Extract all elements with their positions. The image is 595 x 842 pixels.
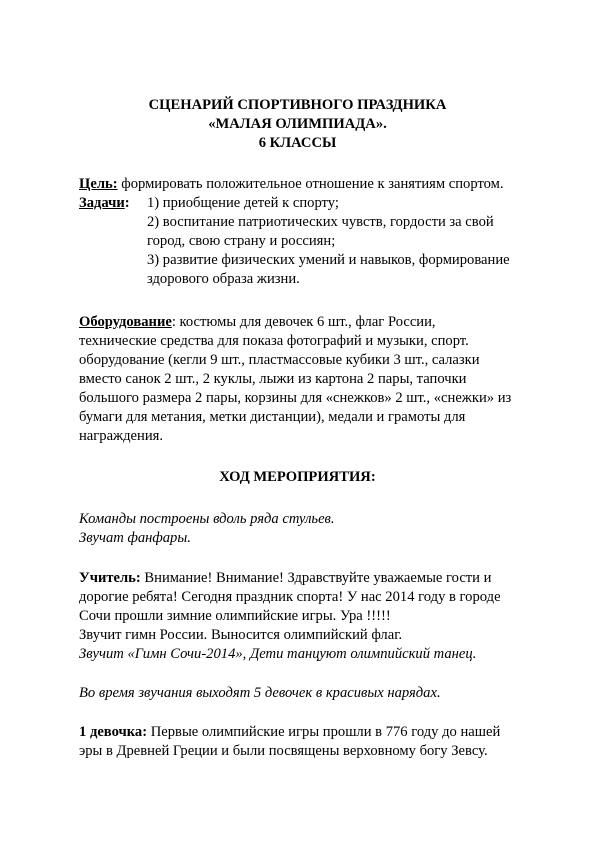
equipment-line-4: вместо санок 2 шт., 2 куклы, лыжи из картона 2 пары, тапочки: [79, 371, 467, 387]
teacher-label: Учитель:: [79, 570, 141, 586]
teacher-text-1: Внимание! Внимание! Здравствуйте уважаемые гости и: [140, 570, 492, 586]
teacher-line-4: Звучит гимн России. Выносится олимпийский флаг.: [79, 627, 403, 643]
task-item-2b: город, свою страну и россиян;: [147, 233, 336, 249]
goal-label: Цель:: [79, 176, 118, 192]
tasks-colon: :: [124, 195, 130, 211]
equipment-line-7: награждения.: [79, 428, 164, 444]
title-line-3: 6 КЛАССЫ: [258, 135, 337, 151]
girl1-line-2: эры в Древней Греции и были посвящены верховному богу Зевсу.: [79, 743, 488, 759]
teacher-line-3: Сочи прошли зимние олимпийские игры. Ура !!!!!: [79, 608, 391, 624]
tasks-label-wrap: [79, 194, 130, 213]
title-line-2: «МАЛАЯ ОЛИМПИАДА».: [208, 116, 387, 132]
equipment-line-3: оборудование (кегли 9 шт., пластмассовые кубики 3 шт., салазки: [79, 352, 480, 368]
stage-direction-2: Звучат фанфары.: [79, 530, 191, 546]
tasks-label: Задачи: [79, 195, 125, 211]
teacher-italic-line: Звучит «Гимн Сочи-2014», Дети танцуют олимпийский танец.: [79, 646, 477, 662]
task-item-3b: здорового образа жизни.: [147, 271, 300, 287]
section-heading: ХОД МЕРОПРИЯТИЯ:: [219, 469, 376, 485]
girl1-label: 1 девочка:: [79, 724, 148, 740]
teacher-line-2: дорогие ребята! Сегодня праздник спорта! У нас 2014 году в городе: [79, 589, 501, 605]
task-item-3a: 3) развитие физических умений и навыков, формирование: [147, 252, 510, 268]
equipment-line-5: большого размера 2 пары, корзины для «снежков» 2 шт., «снежки» из: [79, 390, 512, 406]
equipment-line-2: технические средства для показа фотографий и музыки, спорт.: [79, 333, 469, 349]
girl1-text-1: Первые олимпийские игры прошли в 776 году до нашей: [147, 724, 501, 740]
equipment-line-1: [79, 313, 436, 332]
goal-paragraph: [79, 175, 504, 194]
title-line-1: СЦЕНАРИЙ СПОРТИВНОГО ПРАЗДНИКА: [148, 97, 447, 113]
girl1-line-1: [79, 723, 500, 742]
equipment-text-1: : костюмы для девочек 6 шт., флаг России,: [171, 314, 436, 330]
equipment-label: Оборудование: [79, 314, 172, 330]
stage-direction-1: Команды построены вдоль ряда стульев.: [79, 511, 335, 527]
task-item-1: 1) приобщение детей к спорту;: [147, 195, 339, 211]
goal-text: формировать положительное отношение к занятиям спортом.: [117, 176, 504, 192]
teacher-line-1: [79, 569, 491, 588]
task-item-2a: 2) воспитание патриотических чувств, гордости за свой: [147, 214, 494, 230]
girls-entry-direction: Во время звучания выходят 5 девочек в красивых нарядах.: [79, 685, 441, 701]
equipment-line-6: бумаги для метания, метки дистанции), медали и грамоты для: [79, 409, 466, 425]
